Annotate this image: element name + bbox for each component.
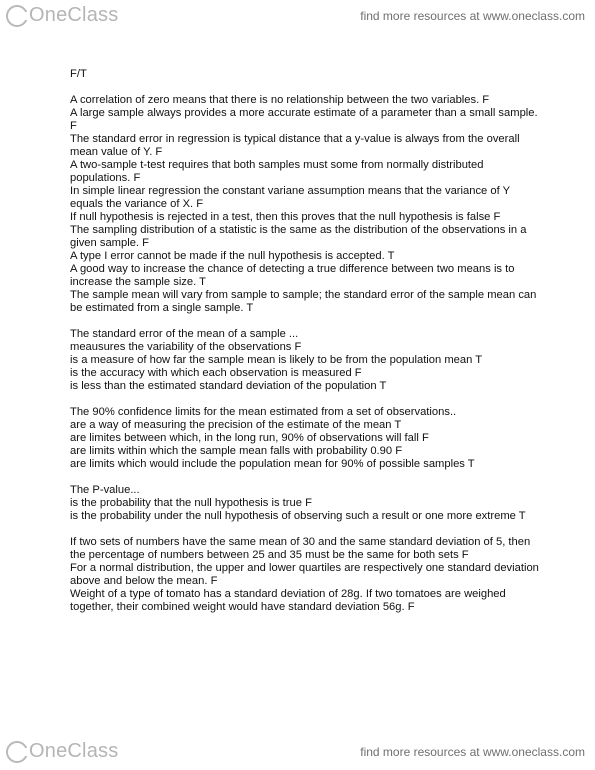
section-true-false-statements <box>70 94 540 315</box>
oneclass-logo-footer[interactable] <box>6 740 118 763</box>
statement: is less than the estimated standard deviation of the population T <box>70 380 387 392</box>
logo-text: OneClass <box>29 740 119 762</box>
statement: are limits within which the sample mean falls with probability 0.90 F <box>70 445 403 457</box>
section-p-value <box>70 484 540 523</box>
statement: The standard error in regression is typical distance that a y-value is always from the overall mean value of Y. F <box>70 133 520 158</box>
statement: A correlation of zero means that there is no relationship between the two variables. F <box>70 94 490 106</box>
statement: The sampling distribution of a statistic is the same as the distribution of the observations in a given sample. F <box>70 224 527 249</box>
statement: A large sample always provides a more accurate estimate of a parameter than a small sample. F <box>70 107 538 132</box>
question-stem: The 90% confidence limits for the mean estimated from a set of observations.. <box>70 406 457 418</box>
statement: A good way to increase the chance of detecting a true difference between two means is to increase the sample size. T <box>70 263 515 288</box>
logo-circle-icon <box>6 5 28 27</box>
header-tagline[interactable]: find more resources at www.oneclass.com <box>360 9 585 23</box>
header-bar <box>0 0 595 34</box>
paragraph-tomato-weight: Weight of a type of tomato has a standard deviation of 28g. If two tomatoes are weighed together, their combined weight would have standard deviation 56g. F <box>70 588 506 613</box>
statement: are limits which would include the population mean for 90% of possible samples T <box>70 458 475 470</box>
statement: is the probability under the null hypothesis of observing such a result or one more extreme T <box>70 510 526 522</box>
statement: A two-sample t-test requires that both samples must some from normally distributed populations. F <box>70 159 484 184</box>
document-body <box>70 68 540 614</box>
footer-tagline[interactable]: find more resources at www.oneclass.com <box>360 745 585 759</box>
footer-bar <box>0 736 595 770</box>
statement: meausures the variability of the observations F <box>70 341 302 353</box>
statement: In simple linear regression the constant variane assumption means that the variance of Y equals the variance of X. F <box>70 185 510 210</box>
question-stem: The standard error of the mean of a sample ... <box>70 328 299 340</box>
oneclass-logo[interactable] <box>6 4 118 27</box>
logo-circle-icon <box>6 741 28 763</box>
statement: is the accuracy with which each observation is measured F <box>70 367 362 379</box>
statement: are limites between which, in the long run, 90% of observations will fall F <box>70 432 429 444</box>
statement: If null hypothesis is rejected in a test, then this proves that the null hypothesis is false F <box>70 211 501 223</box>
statement: is the probability that the null hypothesis is true F <box>70 497 312 509</box>
paragraph-same-mean: If two sets of numbers have the same mean of 30 and the same standard deviation of 5, then the percentage of numbers between 25 and 35 must be the same for both sets F <box>70 536 531 561</box>
statement: The sample mean will vary from sample to sample; the standard error of the sample mean can be estimated from a single sample. T <box>70 289 537 314</box>
paragraph-quartiles: For a normal distribution, the upper and lower quartiles are respectively one standard deviation above and below the mean. F <box>70 562 539 587</box>
section-standard-error <box>70 328 540 393</box>
statement: A type I error cannot be made if the null hypothesis is accepted. T <box>70 250 395 262</box>
question-stem: The P-value... <box>70 484 140 496</box>
logo-text: OneClass <box>29 4 119 26</box>
statement: is a measure of how far the sample mean is likely to be from the population mean T <box>70 354 483 366</box>
section-confidence-limits <box>70 406 540 471</box>
statement: are a way of measuring the precision of the estimate of the mean T <box>70 419 402 431</box>
document-title: F/T <box>70 68 87 80</box>
